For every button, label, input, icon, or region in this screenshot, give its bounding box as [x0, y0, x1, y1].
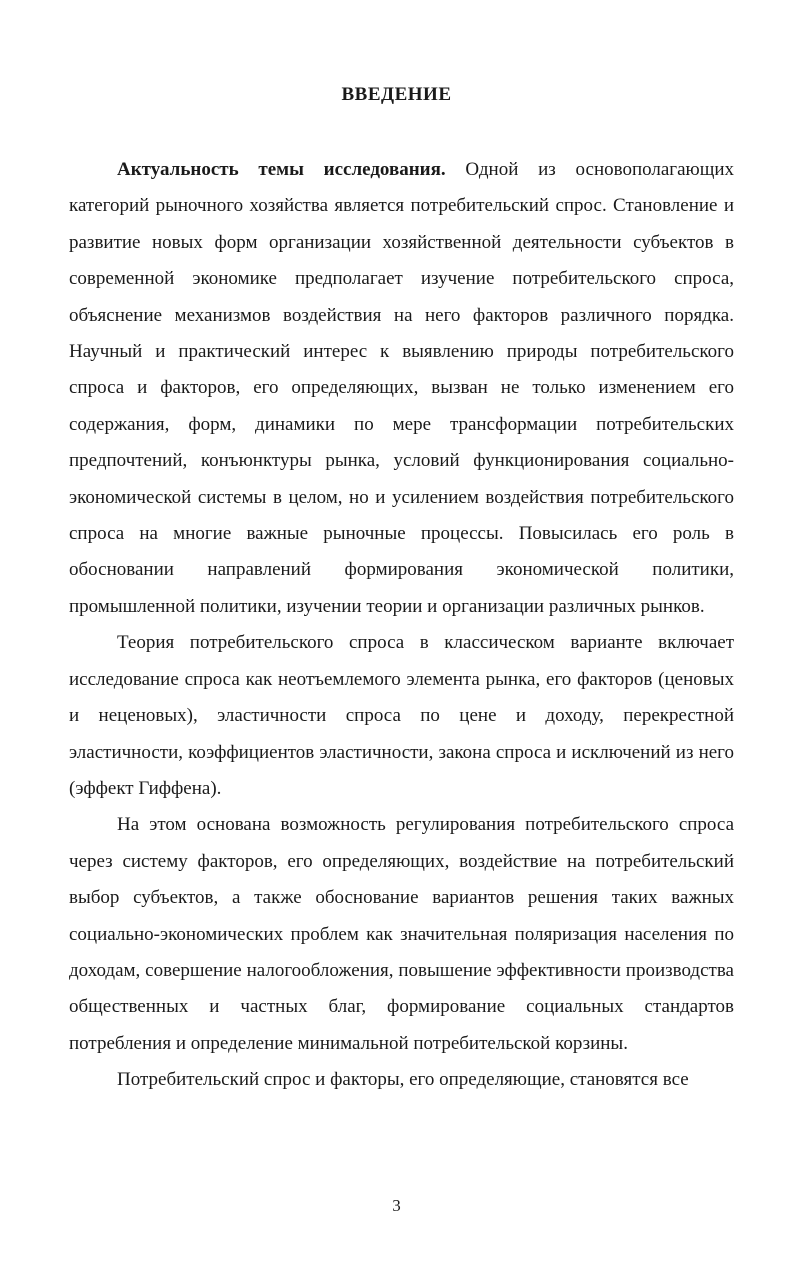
paragraph-theory: Теория потребительского спроса в классическом варианте включает исследование спроса как неотъемлемого элемента рынка, его факторов (ценовых и неценовых), эластичности спроса по цене и доходу, перекрестной эластичности, коэффициентов эластичности, закона спроса и исключений из него (эффект Гиффена). [69, 632, 734, 799]
page-number: 3 [392, 1196, 401, 1215]
page-title: ВВЕДЕНИЕ [341, 84, 452, 105]
body-text [69, 152, 734, 1099]
paragraph-regulation: На этом основана возможность регулирования потребительского спроса через систему факторов, его определяющих, воздействие на потребительский выбор субъектов, а также обоснование вариантов решения таких важных социально-экономических проблем как значительная поляризация населения по доходам, совершение налогообложения, повышение эффективности производства общественных и частных благ, формирование социальных стандартов потребления и определение минимальной потребительской корзины. [69, 814, 734, 1054]
paragraph-continuation: Потребительский спрос и факторы, его определяющие, становятся все [117, 1069, 689, 1091]
paragraph-relevance [69, 152, 734, 625]
paragraph-lead: Актуальность темы исследования. [117, 159, 446, 180]
paragraph-text: Одной из основополагающих категорий рыночного хозяйства является потребительский спрос. Становление и развитие новых форм организации хозяйственной деятельности субъектов в современной экономике предполагает изучение потребительского спроса, объяснение механизмов воздействия на него факторов различного порядка. Научный и практический интерес к выявлению природы потребительского спроса и факторов, его определяющих, вызван не только изменением его содержания, форм, динамики по мере трансформации потребительских предпочтений, конъюнктуры рынка, условий функционирования социально-экономической системы в целом, но и усилением воздействия потребительского спроса на многие важные рыночные процессы. Повысилась его роль в обосновании направлений формирования экономической политики, промышленной политики, изучении теории и организации различных рынков. [69, 159, 735, 617]
